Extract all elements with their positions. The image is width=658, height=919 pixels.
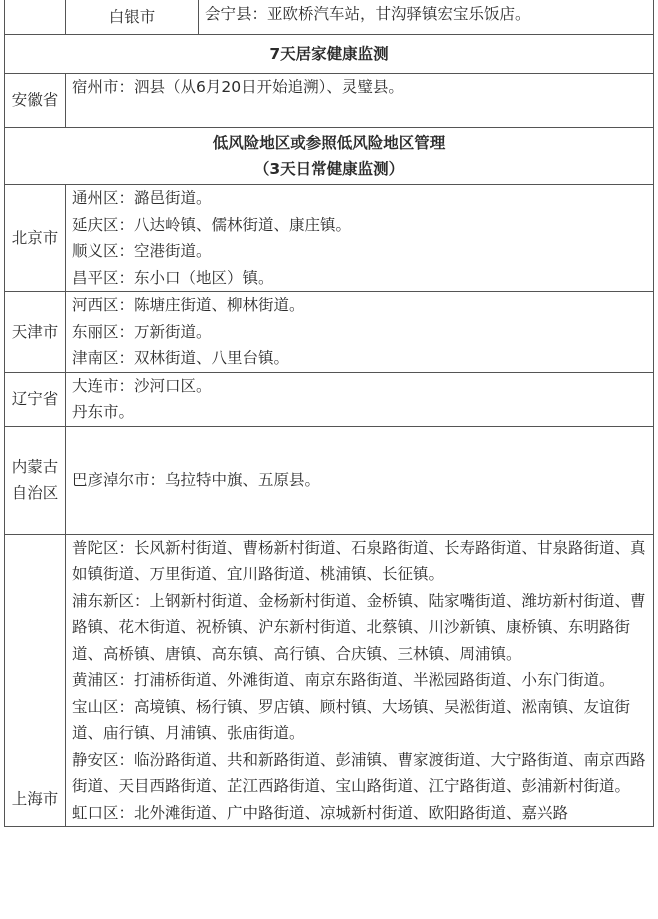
section-header-row: [5, 128, 654, 185]
area-line: 顺义区：空港街道。: [72, 242, 212, 260]
province-cell: [5, 74, 66, 128]
province-name: 北京市: [11, 228, 59, 247]
section-header-row: [5, 35, 654, 74]
area-line: 丹东市。: [72, 403, 135, 421]
content-cell: [66, 426, 654, 534]
area-line: 会宁县：亚欧桥汽车站，甘沟驿镇宏宝乐饭店。: [205, 5, 531, 23]
area-line: 巴彦淖尔市：乌拉特中旗、五原县。: [72, 470, 321, 489]
table-row-beijing: [5, 185, 654, 292]
area-line: 东丽区：万新街道。: [72, 322, 212, 341]
province-name: 内蒙古自治区: [11, 457, 59, 502]
area-line: 宝山区：高境镇、杨行镇、罗店镇、顾村镇、大场镇、吴淞街道、淞南镇、友谊街道、庙行镇、月浦镇、张庙街道。: [72, 697, 631, 742]
section-title: 7天居家健康监测: [269, 45, 389, 63]
content-cell: [66, 534, 654, 827]
area-line: 黄浦区：打浦桥街道、外滩街道、南京东路街道、半淞园路街道、小东门街道。: [72, 671, 615, 689]
content-cell: [66, 185, 654, 292]
content-cell: [66, 372, 654, 426]
province-cell: [5, 426, 66, 534]
area-line: 延庆区：八达岭镇、儒林街道、康庄镇。: [72, 215, 352, 234]
province-name: 安徽省: [11, 91, 59, 110]
risk-area-table: [4, 0, 654, 827]
area-line: 河西区：陈塘庄街道、柳林街道。: [72, 296, 305, 314]
content-cell: [199, 0, 654, 35]
province-name: 天津市: [11, 322, 59, 341]
area-line: 静安区：临汾路街道、共和新路街道、彭浦镇、曹家渡街道、大宁路街道、南京西路街道、天目西路街道、芷江西路街道、宝山路街道、江宁路街道、彭浦新村街道。: [72, 750, 646, 795]
province-cell: [5, 534, 66, 827]
section-header-low-risk: [5, 128, 654, 185]
city-cell: [66, 0, 199, 35]
province-cell-empty: [5, 0, 66, 35]
content-cell: [66, 74, 654, 128]
area-line: 大连市：沙河口区。: [72, 376, 212, 395]
area-line: 宿州市：泗县（从6月20日开始追溯）、灵璧县。: [72, 78, 404, 96]
province-cell: [5, 372, 66, 426]
content-cell: [66, 292, 654, 373]
city-name: 白银市: [108, 8, 156, 27]
table-row-shanghai: [5, 534, 654, 827]
area-line: 津南区：双林街道、八里台镇。: [72, 349, 290, 367]
area-line: 浦东新区：上钢新村街道、金杨新村街道、金桥镇、陆家嘴街道、潍坊新村街道、曹路镇、花木街道、祝桥镇、沪东新村街道、北蔡镇、川沙新镇、康桥镇、东明路街道、高桥镇、唐镇、高东镇、高行镇、合庆镇、三林镇、周浦镇。: [72, 591, 646, 663]
area-line: 虹口区：北外滩街道、广中路街道、凉城新村街道、欧阳路街道、嘉兴路: [72, 803, 569, 822]
table-row-liaoning: [5, 372, 654, 426]
table-row-neimenggu: [5, 426, 654, 534]
section-header-7day: [5, 35, 654, 74]
table-row-baiyin: [5, 0, 654, 35]
province-name: 辽宁省: [11, 389, 59, 408]
table-row-anhui: [5, 74, 654, 128]
area-line: 普陀区：长风新村街道、曹杨新村街道、石泉路街道、长寿路街道、甘泉路街道、真如镇街道、万里街道、宜川路街道、桃浦镇、长征镇。: [72, 538, 646, 583]
area-line: 通州区：潞邑街道。: [72, 189, 212, 207]
province-name: 上海市: [11, 789, 59, 808]
province-cell: [5, 292, 66, 373]
province-cell: [5, 185, 66, 292]
section-title: 低风险地区或参照低风险地区管理: [212, 134, 446, 152]
table-row-tianjin: [5, 292, 654, 373]
section-subtitle: （3天日常健康监测）: [253, 160, 405, 178]
area-line: 昌平区：东小口（地区）镇。: [72, 268, 274, 287]
